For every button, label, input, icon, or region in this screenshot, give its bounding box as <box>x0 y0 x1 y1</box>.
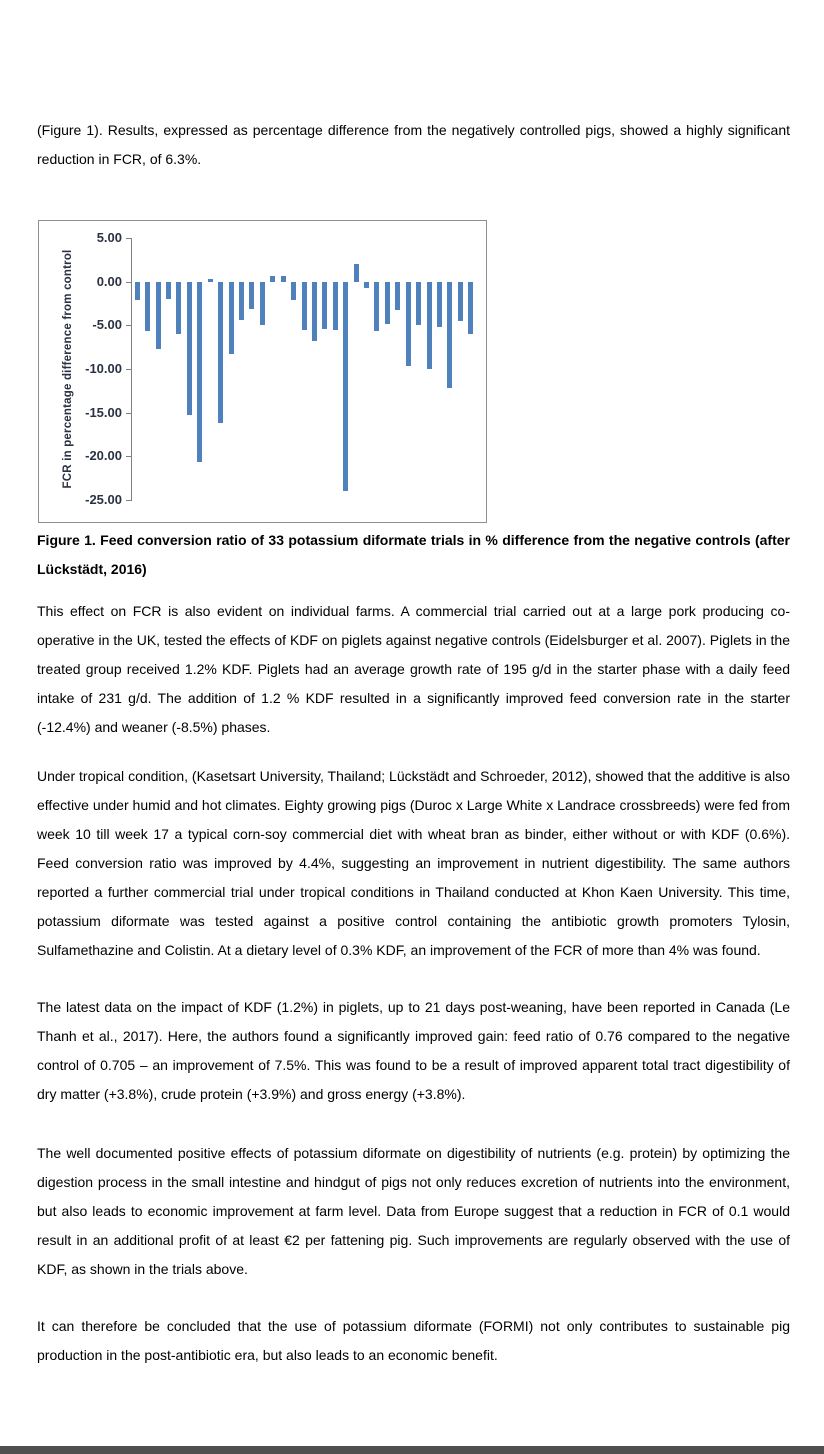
bar-trial-20 <box>333 282 338 330</box>
bar-trial-13 <box>260 282 265 326</box>
bar-trial-30 <box>437 282 442 327</box>
bar-trial-10 <box>229 282 234 354</box>
body-paragraph-3: The latest data on the impact of KDF (1.2%) in piglets, up to 21 days post-weaning, have been reported in Canada (Le Thanh et al., 2017). Here, the authors found a significantly improved gain: feed ratio of 0.76 compared to the negative control of 0.705 – an improvement of 7.5%. This was found to be a result of improved apparent total tract digestibility of dry matter (+3.8%), crude protein (+3.9%) and gross energy (+3.8%). <box>37 999 790 1102</box>
bar-trial-19 <box>322 282 327 329</box>
y-tick-label: -5.00 <box>92 317 122 333</box>
bar-trial-3 <box>156 282 161 349</box>
bar-trial-28 <box>416 282 421 326</box>
bar-trial-1 <box>135 282 140 300</box>
bar-trial-29 <box>427 282 432 369</box>
body-paragraph-1: This effect on FCR is also evident on individual farms. A commercial trial carried out at a large pork producing co-operative in the UK, tested the effects of KDF on piglets against negative controls (Eidelsburger et al. 2007). Piglets in the treated group received 1.2% KDF. Piglets had an average growth rate of 195 g/d in the starter phase with a daily feed intake of 231 g/d. The addition of 1.2 % KDF resulted in a significantly improved feed conversion rate in the starter (-12.4%) and weaner (-8.5%) phases. <box>37 603 790 735</box>
y-tick-label: -25.00 <box>85 492 122 507</box>
bar-trial-24 <box>374 282 379 331</box>
bar-trial-4 <box>166 282 171 299</box>
y-tick-label: -20.00 <box>85 448 122 464</box>
bar-trial-12 <box>249 282 254 309</box>
figure-1-chart <box>38 220 487 523</box>
body-paragraph-5: It can therefore be concluded that the use of potassium diformate (FORMI) not only contributes to sustainable pig production in the post-antibiotic era, but also leads to an economic benefit. <box>37 1318 790 1363</box>
bar-trial-11 <box>239 282 244 320</box>
bar-trial-7 <box>197 282 202 462</box>
bar-trial-26 <box>395 282 400 310</box>
y-tick-label: 5.00 <box>96 230 122 245</box>
y-tick-label: 0.00 <box>96 273 122 289</box>
bar-trial-18 <box>312 282 317 341</box>
bar-trial-25 <box>385 282 390 325</box>
bar-trial-8 <box>208 279 213 282</box>
bar-trial-33 <box>468 282 473 334</box>
bar-trial-16 <box>291 282 296 300</box>
bar-trial-22 <box>354 264 359 281</box>
bar-trial-15 <box>281 276 286 282</box>
y-tick-label: -10.00 <box>85 361 122 376</box>
bar-trial-21 <box>343 282 348 492</box>
y-axis-ticks <box>39 230 131 507</box>
bar-trial-2 <box>145 282 150 331</box>
y-axis-label: FCR in percentage difference from control <box>62 249 74 489</box>
bar-trial-17 <box>302 282 307 330</box>
intro-paragraph: (Figure 1). Results, expressed as percentage difference from the negatively controlled pigs, showed a highly significant reduction in FCR, of 6.3%. <box>37 122 790 167</box>
footer-bar <box>0 1446 824 1454</box>
bar-trial-5 <box>176 282 181 334</box>
bar-trial-6 <box>187 282 192 416</box>
bar-trial-9 <box>218 282 223 423</box>
plot-area <box>132 238 476 500</box>
bar-trial-27 <box>406 282 411 367</box>
y-tick-label: -15.00 <box>85 404 122 420</box>
bar-trial-31 <box>447 282 452 389</box>
body-paragraph-4: The well documented positive effects of potassium diformate on digestibility of nutrients (e.g. protein) by optimizing the digestion process in the small intestine and hindgut of pigs not only reduces excretion of nutrients into the environment, but also leads to economic improvement at farm level. Data from Europe suggest that a reduction in FCR of 0.1 would result in an additional profit of at least €2 per fattening pig. Such improvements are regularly observed with the use of KDF, as shown in the trials above. <box>37 1145 790 1277</box>
body-paragraph-2: Under tropical condition, (Kasetsart University, Thailand; Lückstädt and Schroeder, 2012), showed that the additive is also effective under humid and hot climates. Eighty growing pigs (Duroc x Large White x Landrace crossbreeds) were fed from week 10 till week 17 a typical corn-soy commercial diet with wheat bran as binder, either without or with KDF (0.6%). Feed conversion ratio was improved by 4.4%, suggesting an improvement in nutrient digestibility. The same authors reported a further commercial trial under tropical conditions in Thailand conducted at Khon Kaen University. This time, potassium diformate was tested against a positive control containing the antibiotic growth promoters Tylosin, Sulfamethazine and Colistin. At a dietary level of 0.3% KDF, an improvement of the FCR of more than 4% was found. <box>37 768 790 958</box>
figure-caption: Figure 1. Feed conversion ratio of 33 potassium diformate trials in % difference from the negative controls (after Lückstädt, 2016) <box>37 532 790 577</box>
bar-trial-32 <box>458 282 463 321</box>
bar-trial-23 <box>364 282 369 288</box>
bar-trial-14 <box>270 276 275 281</box>
